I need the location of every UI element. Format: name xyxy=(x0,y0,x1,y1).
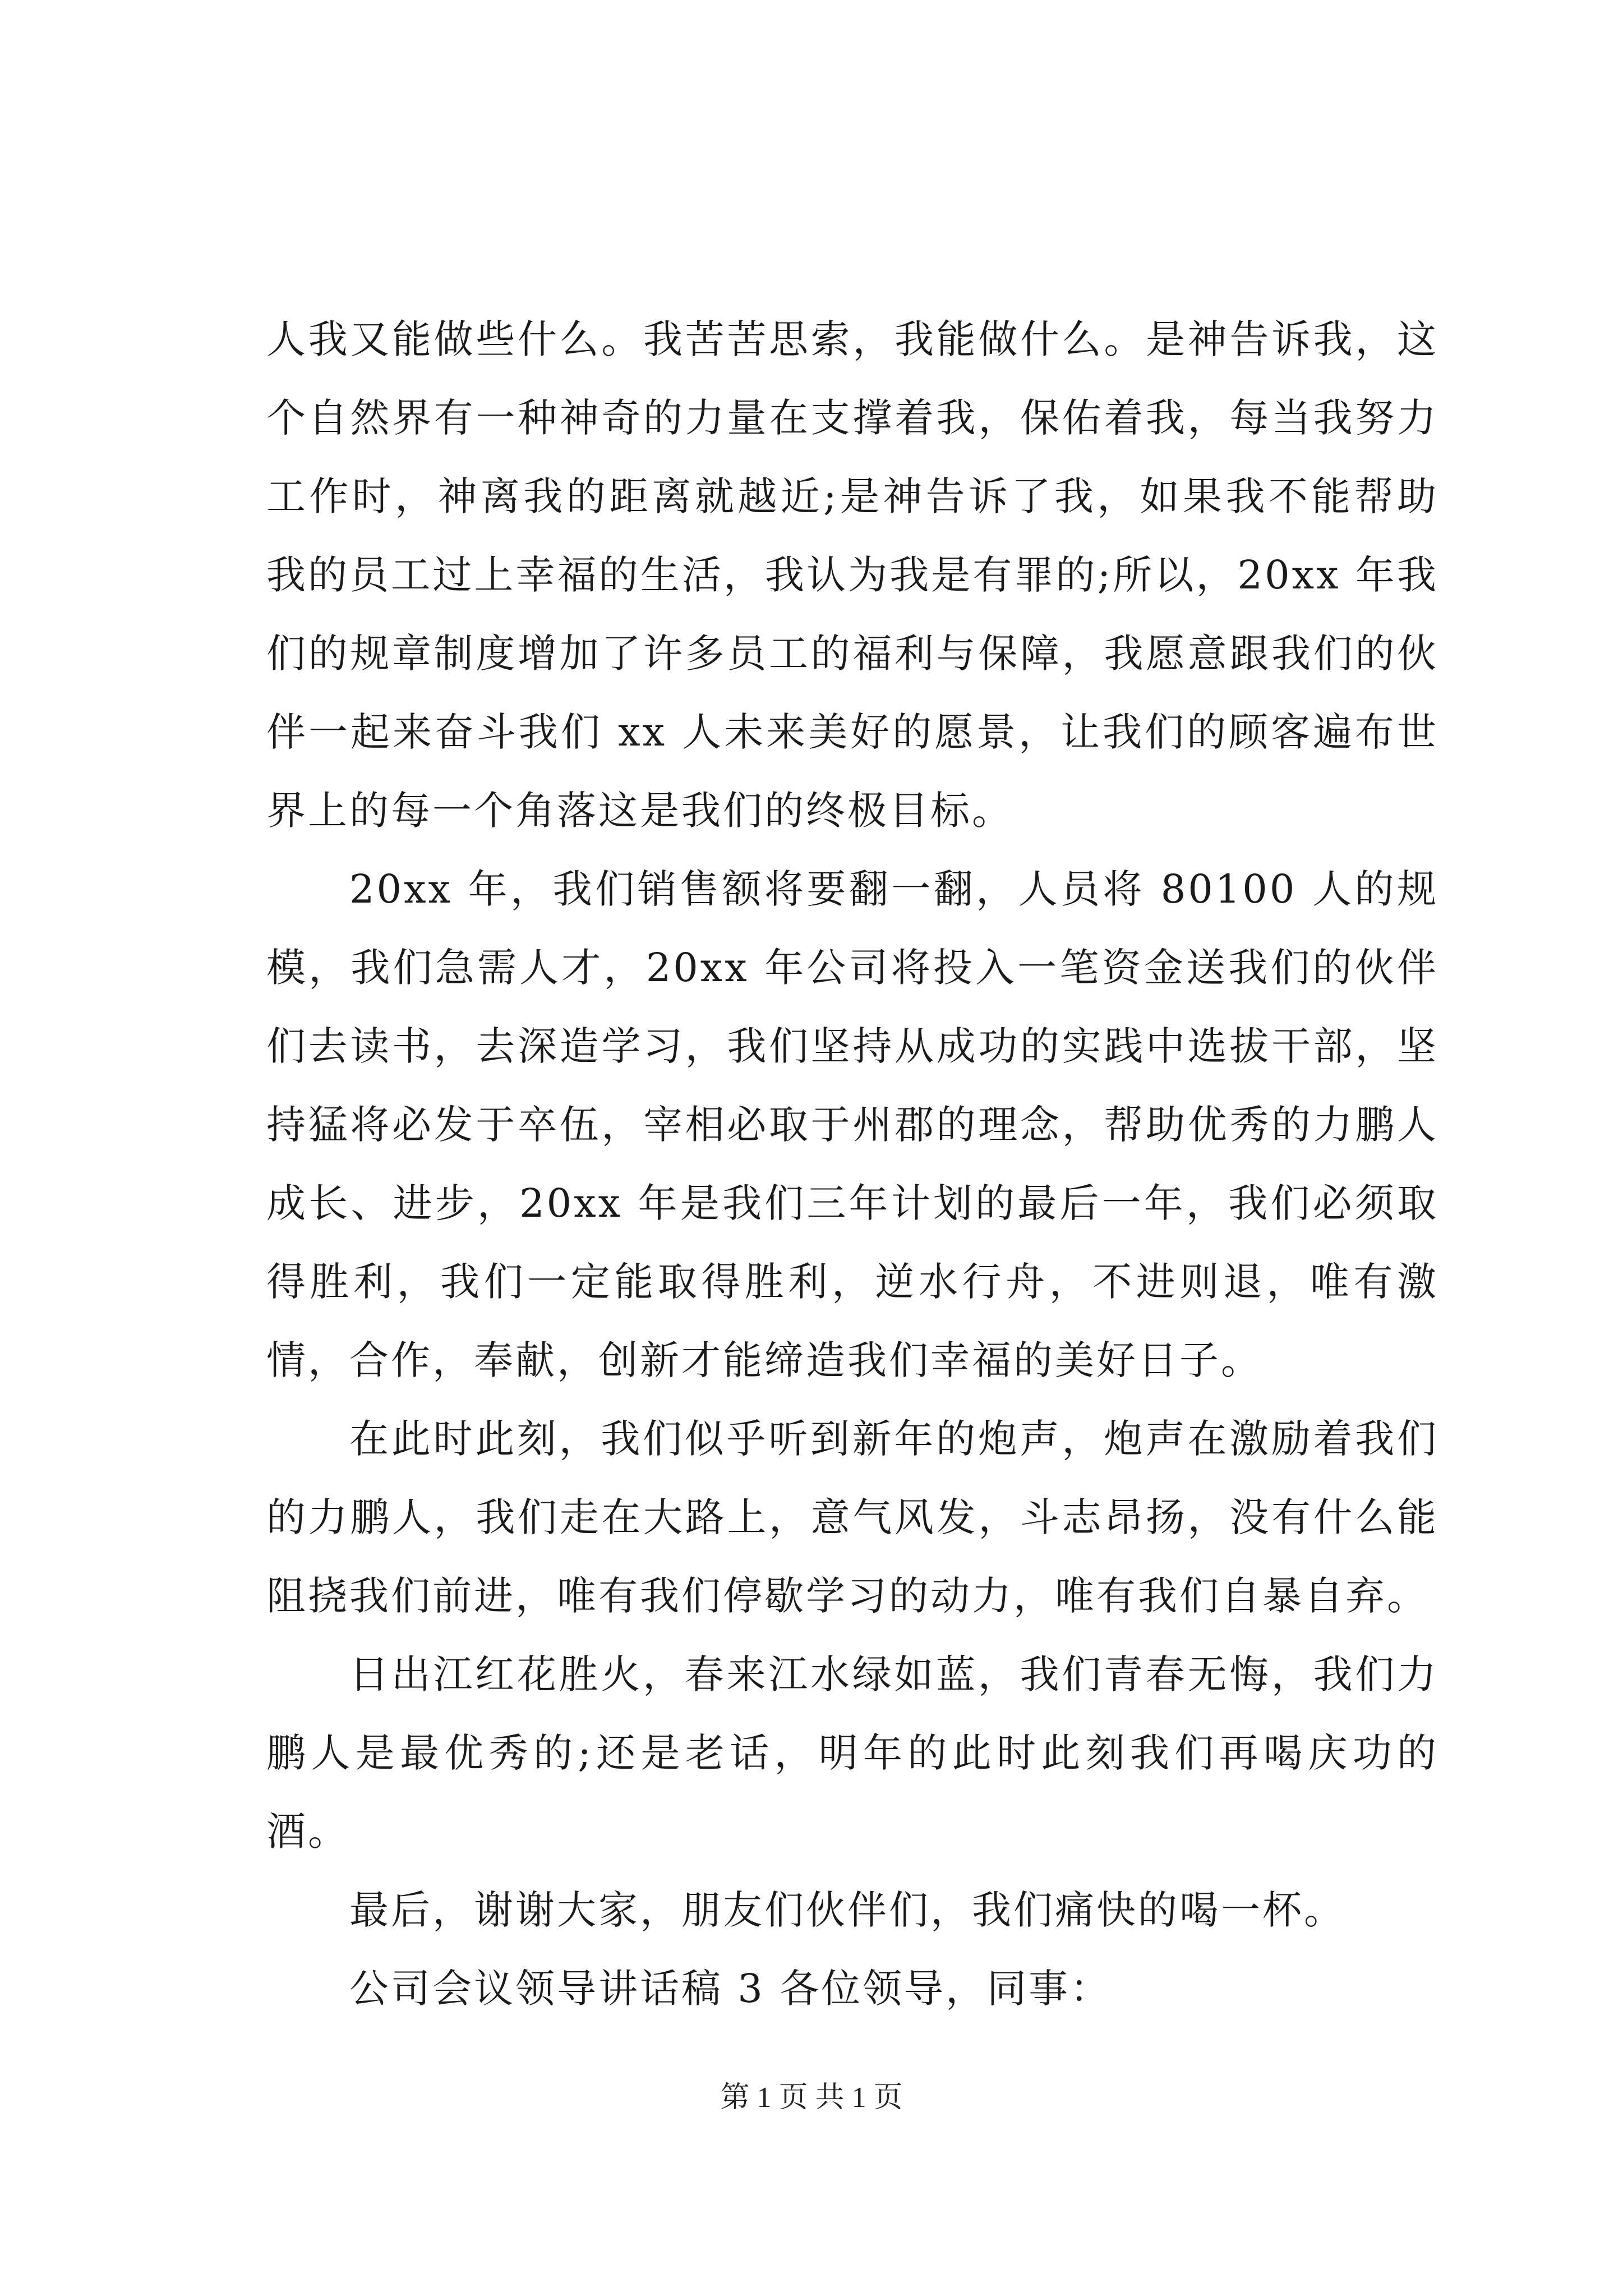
document-body xyxy=(266,300,1438,2028)
paragraph: 人我又能做些什么。我苦苦思索，我能做什么。是神告诉我，这个自然界有一种神奇的力量在支撑着我，保佑着我，每当我努力工作时，神离我的距离就越近;是神告诉了我，如果我不能帮助我的员工过上幸福的生活，我认为我是有罪的;所以，20xx 年我们的规章制度增加了许多员工的福利与保障，我愿意跟我们的伙伴一起来奋斗我们 xx 人未来美好的愿景，让我们的顾客遍布世界上的每一个角落这是我们的终极目标。 xyxy=(266,316,1438,834)
paragraph: 公司会议领导讲话稿 3 各位领导，同事： xyxy=(349,1966,1112,2012)
page-number-label: 第 1 页 共 1 页 xyxy=(720,2082,903,2114)
paragraph: 最后，谢谢大家，朋友们伙伴们，我们痛快的喝一杯。 xyxy=(349,1887,1345,1933)
paragraph: 日出江红花胜火，春来江水绿如蓝，我们青春无悔，我们力鹏人是最优秀的;还是老话，明年的此时此刻我们再喝庆功的酒。 xyxy=(266,1651,1438,1855)
paragraph: 20xx 年，我们销售额将要翻一翻，人员将 80100 人的规模，我们急需人才，20xx 年公司将投入一笔资金送我们的伙伴们去读书，去深造学习，我们坚持从成功的实践中选拔干部，坚持猛将必发于卒伍，宰相必取于州郡的理念，帮助优秀的力鹏人成长、进步，20xx 年是我们三年计划的最后一年，我们必须取得胜利，我们一定能取得胜利，逆水行舟，不进则退，唯有激情，合作，奉献，创新才能缔造我们幸福的美好日子。 xyxy=(266,866,1438,1383)
page-footer xyxy=(0,2078,1623,2118)
paragraph: 在此时此刻，我们似乎听到新年的炮声，炮声在激励着我们的力鹏人，我们走在大路上，意气风发，斗志昂扬，没有什么能阻挠我们前进，唯有我们停歇学习的动力，唯有我们自暴自弃。 xyxy=(266,1416,1438,1619)
